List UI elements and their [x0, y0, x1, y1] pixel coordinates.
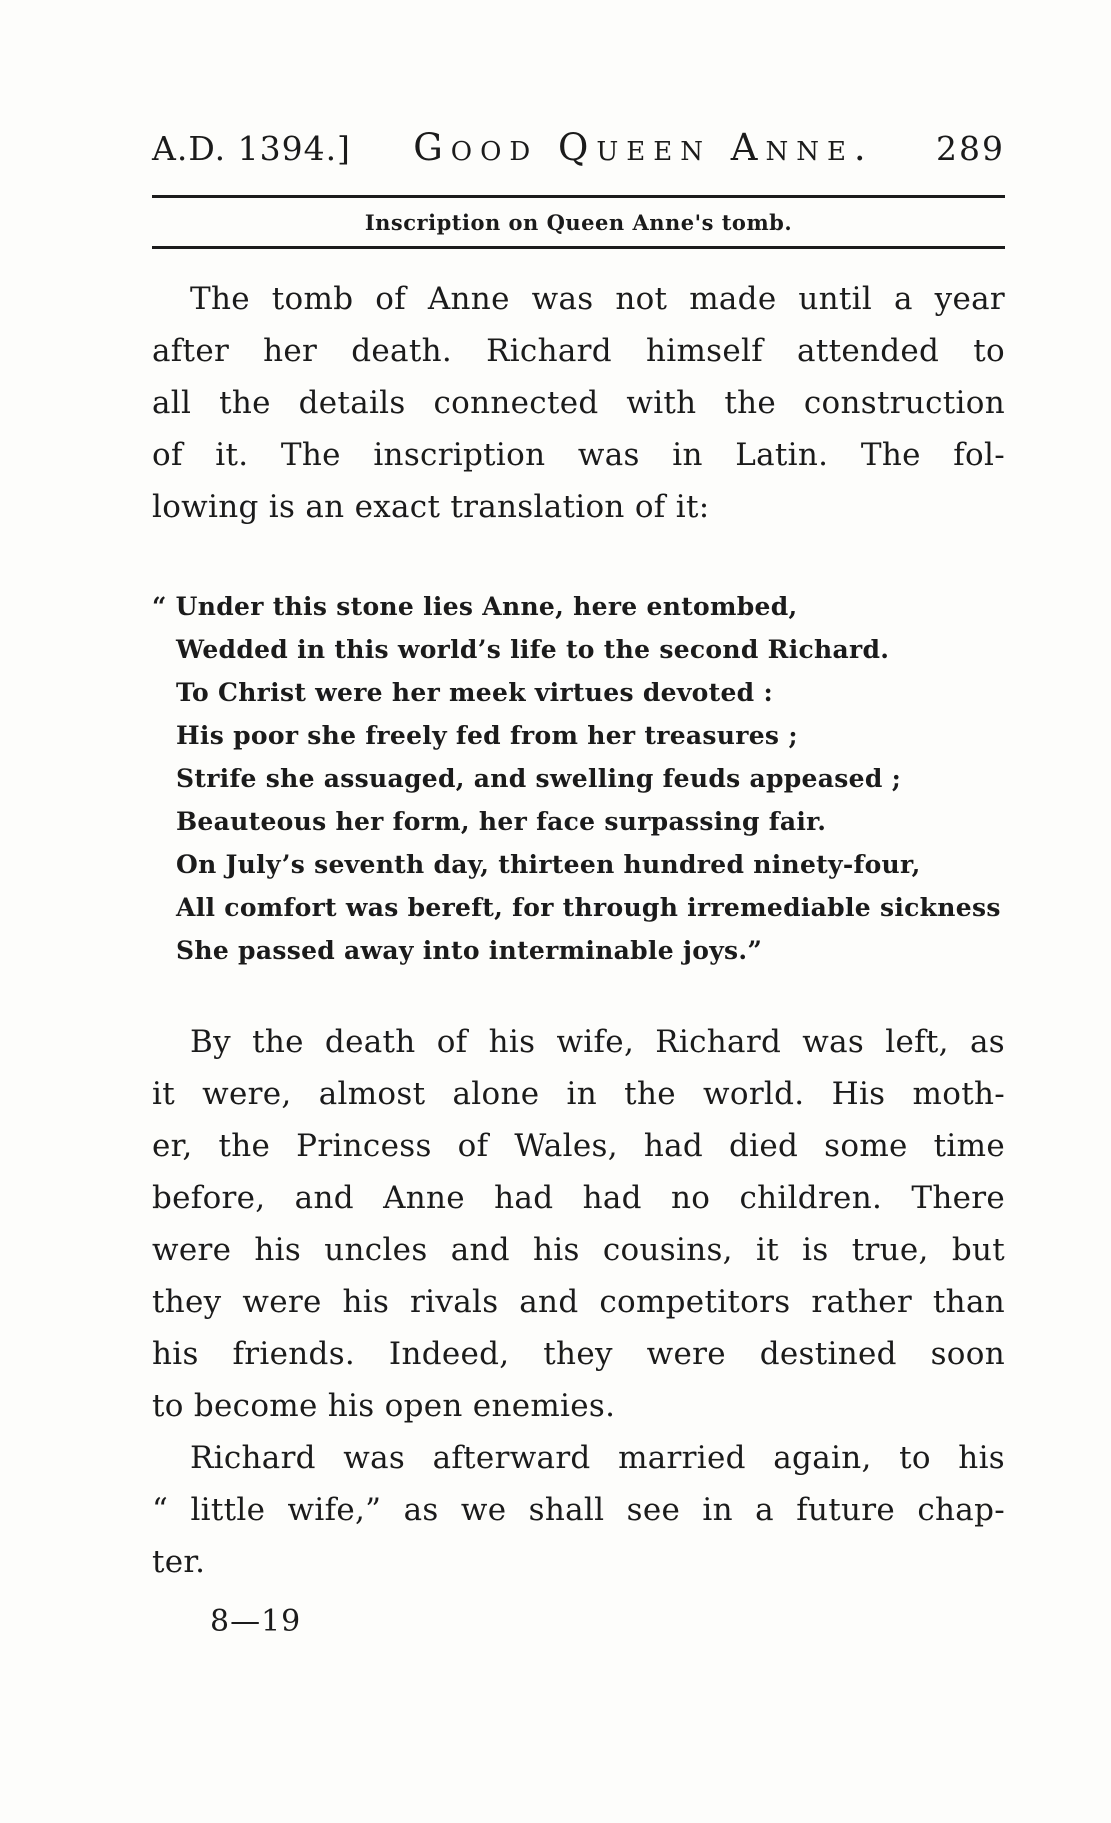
paragraph-richard-alone	[152, 1016, 1005, 1432]
text-line: before, and Anne had had no children. There	[152, 1180, 1005, 1216]
header-rule-top	[152, 195, 1005, 198]
text-line: To Christ were her meek virtues devoted :	[176, 678, 773, 707]
running-head	[152, 126, 1005, 169]
page-body	[152, 273, 1005, 1639]
header-date-label: A.D. 1394.]	[152, 129, 351, 168]
text-line: er, the Princess of Wales, had died some time	[152, 1128, 1005, 1164]
text-line: All comfort was bereft, for through irremediable sickness	[176, 893, 1001, 922]
text-line: Richard was afterward married again, to his	[190, 1440, 1005, 1476]
text-line: His poor she freely fed from her treasures ;	[176, 721, 798, 750]
text-line: were his uncles and his cousins, it is true, but	[152, 1232, 1005, 1268]
text-line: they were his rivals and competitors rather than	[152, 1284, 1005, 1320]
text-line: his friends. Indeed, they were destined soon	[152, 1336, 1005, 1372]
text-line: By the death of his wife, Richard was left, as	[190, 1024, 1005, 1060]
text-line: all the details connected with the construction	[152, 385, 1005, 421]
text-line: “ little wife,” as we shall see in a future chap-	[152, 1492, 1005, 1528]
header-chapter-title: Good Queen Anne.	[413, 126, 874, 169]
paragraph-intro	[152, 273, 1005, 533]
text-line: She passed away into interminable joys.”	[176, 936, 763, 965]
text-line: ter.	[152, 1544, 206, 1580]
text-line: Beauteous her form, her face surpassing fair.	[176, 807, 827, 836]
text-line: The tomb of Anne was not made until a year	[190, 281, 1005, 317]
text-line: On July’s seventh day, thirteen hundred ninety-four,	[176, 850, 921, 879]
text-line: of it. The inscription was in Latin. The fol-	[152, 437, 1005, 473]
text-line: Strife she assuaged, and swelling feuds appeased ;	[176, 764, 902, 793]
tomb-inscription-poem	[152, 585, 1005, 972]
text-line: to become his open enemies.	[152, 1388, 616, 1424]
header-page-number: 289	[936, 129, 1005, 168]
text-line: Wedded in this world’s life to the second Richard.	[176, 635, 890, 664]
paragraph-remarried	[152, 1432, 1005, 1588]
section-subtitle: Inscription on Queen Anne's tomb.	[364, 210, 793, 235]
text-line: it were, almost alone in the world. His moth-	[152, 1076, 1005, 1112]
text-line: lowing is an exact translation of it:	[152, 489, 710, 525]
header-rule-bottom	[152, 246, 1005, 249]
text-line: after her death. Richard himself attended to	[152, 333, 1005, 369]
signature-mark: 8—19	[210, 1604, 302, 1639]
text-line: “ Under this stone lies Anne, here entombed,	[152, 592, 798, 621]
